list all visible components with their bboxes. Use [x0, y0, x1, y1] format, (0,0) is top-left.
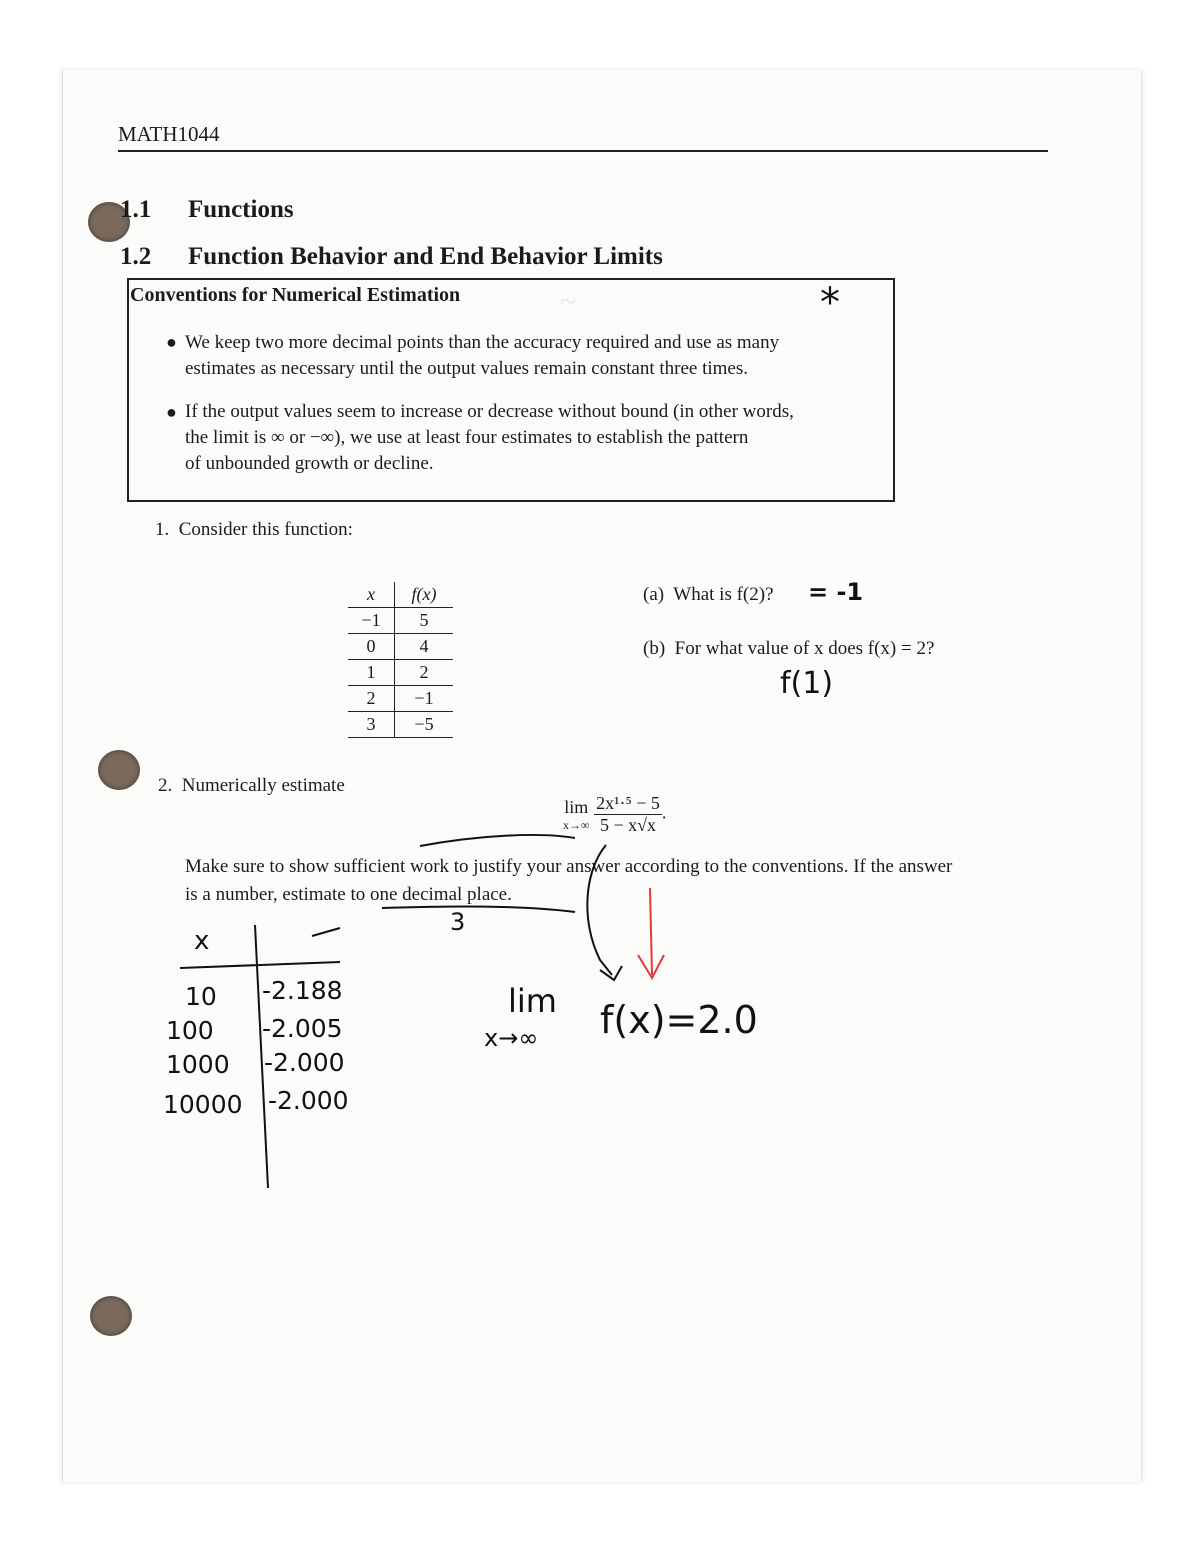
cell-fx: 5: [395, 608, 454, 634]
bullet-line: the limit is ∞ or −∞), we use at least four estimates to establish the pattern: [185, 427, 749, 448]
hand-y-value: -2.000: [264, 1048, 345, 1077]
bullet-dot: ●: [166, 332, 177, 352]
cell-fx: 2: [395, 660, 454, 686]
problem-prompt: Consider this function:: [178, 519, 353, 540]
cell-x: −1: [348, 608, 395, 634]
section-number: 1.2: [120, 243, 152, 270]
bullet-line: If the output values seem to increase or decrease without bound (in other words,: [185, 401, 794, 422]
numerator: 2x¹·⁵ − 5: [596, 793, 660, 813]
course-code: MATH1044: [118, 122, 220, 146]
part-label: (a): [643, 584, 665, 605]
conventions-title: Conventions for Numerical Estimation: [130, 284, 461, 306]
bullet-line: We keep two more decimal points than the accuracy required and use as many: [185, 332, 780, 353]
lim-text: lim: [564, 796, 589, 817]
bullet-line: of unbounded growth or decline.: [185, 453, 434, 474]
hand-x-value: 1000: [166, 1050, 230, 1079]
cell-x: 2: [348, 686, 395, 712]
hand-y-value: -2.000: [268, 1086, 349, 1115]
header-fx: f(x): [395, 582, 454, 608]
problem-number: 1.: [155, 519, 170, 540]
hand-x-value: 100: [166, 1016, 214, 1045]
section-number: 1.1: [120, 196, 152, 223]
header-x: x: [348, 582, 395, 608]
hand-arrow-stroke: [420, 835, 575, 846]
hand-table-header: x: [194, 926, 210, 956]
lim-subscript: x→∞: [563, 817, 590, 832]
answer-a: = -1: [808, 578, 864, 606]
denominator: 5 − x√x: [599, 815, 656, 835]
hand-table-hline: [180, 962, 340, 968]
bullet-dot: ●: [166, 402, 177, 422]
instruction-line: is a number, estimate to one decimal place.: [185, 884, 512, 905]
hand-x-value: 10: [185, 982, 217, 1011]
part-label: (b): [643, 638, 666, 659]
bleed-through-mark: ~: [560, 285, 577, 318]
hand-underline-stroke: [382, 907, 575, 912]
cell-x: 1: [348, 660, 395, 686]
answer-b: f(1): [780, 666, 834, 701]
hand-x-value: 10000: [163, 1090, 243, 1119]
section-title: Functions: [188, 196, 294, 223]
cell-fx: −5: [395, 712, 454, 738]
hand-note: 3: [450, 908, 466, 936]
check-stroke: [312, 928, 340, 936]
section-title: Function Behavior and End Behavior Limits: [188, 243, 663, 270]
hand-answer-lim: lim: [508, 982, 557, 1020]
star-mark: *: [820, 280, 840, 326]
hand-y-value: -2.188: [262, 976, 343, 1005]
hand-y-value: -2.005: [262, 1014, 343, 1043]
period: .: [661, 802, 667, 823]
hand-curve-arrow: [587, 845, 612, 975]
hand-answer-expression: f(x)=2.0: [600, 998, 758, 1042]
problem-prompt: Numerically estimate: [181, 775, 345, 796]
cell-fx: 4: [395, 634, 454, 660]
hand-answer-subscript: x→∞: [484, 1024, 539, 1052]
red-arrow-stroke: [650, 888, 652, 975]
problem-number: 2.: [158, 775, 173, 796]
cell-x: 0: [348, 634, 395, 660]
part-question: What is f(2)?: [673, 584, 774, 605]
bullet-line: estimates as necessary until the output values remain constant three times.: [185, 358, 748, 379]
cell-fx: −1: [395, 686, 454, 712]
cell-x: 3: [348, 712, 395, 738]
part-question: For what value of x does f(x) = 2?: [674, 638, 935, 659]
instruction-line: Make sure to show sufficient work to justify your answer according to the conventions. If the answer: [185, 856, 953, 877]
